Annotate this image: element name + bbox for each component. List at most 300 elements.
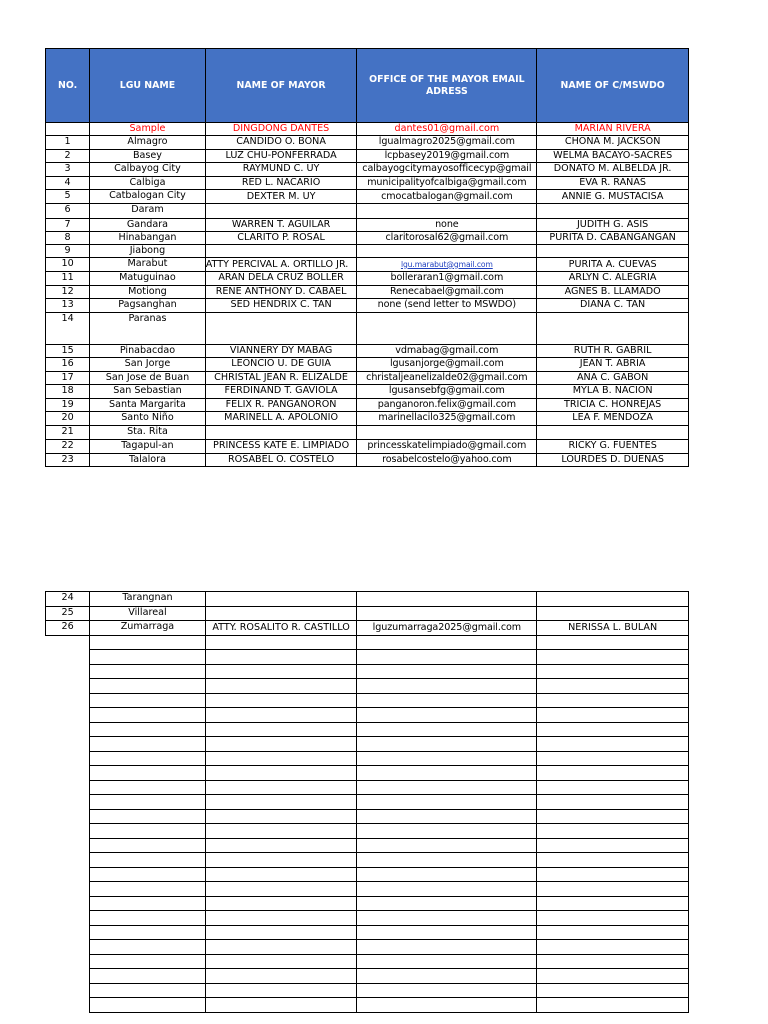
table-row (46, 204, 689, 219)
table-row (46, 258, 689, 272)
blank-cell (205, 679, 357, 694)
header-mswdo-name: NAME OF C/MSWDO (537, 49, 689, 123)
cell-mswdo (537, 245, 689, 258)
cell-lgu: Marabut (90, 258, 206, 272)
cell-no: 15 (46, 344, 90, 358)
blank-cell (205, 867, 357, 882)
blank-cell (537, 751, 689, 766)
blank-row (46, 679, 689, 694)
cell-lgu: Zumarraga (90, 621, 206, 636)
blank-cell (357, 722, 537, 737)
cell-email: lgu.marabut@gmail.com (357, 258, 537, 272)
cell-lgu: Talalora (90, 453, 206, 467)
blank-cell (90, 693, 206, 708)
blank-cell (46, 780, 90, 795)
blank-cell (90, 708, 206, 723)
table-row (46, 358, 689, 372)
blank-cell (537, 940, 689, 955)
table-row (46, 272, 689, 286)
cell-lgu: Motiong (90, 285, 206, 299)
blank-cell (46, 983, 90, 998)
blank-cell (90, 911, 206, 926)
blank-cell (205, 911, 357, 926)
cell-no: 24 (46, 592, 90, 607)
cell-lgu: Almagro (90, 136, 206, 150)
blank-cell (357, 998, 537, 1013)
cell-email: lgualmagro2025@gmail.com (357, 136, 537, 150)
cell-lgu: San Jorge (90, 358, 206, 372)
cell-mswdo: NERISSA L. BULAN (537, 621, 689, 636)
cell-mswdo (537, 606, 689, 621)
blank-cell (357, 925, 537, 940)
blank-cell (90, 824, 206, 839)
blank-cell (90, 809, 206, 824)
table-row (46, 592, 689, 607)
cell-no: 20 (46, 412, 90, 426)
blank-row (46, 911, 689, 926)
blank-row (46, 954, 689, 969)
blank-row (46, 708, 689, 723)
blank-cell (537, 998, 689, 1013)
cell-email: marinellacilo325@gmail.com (357, 412, 537, 426)
blank-cell (205, 940, 357, 955)
blank-cell (357, 983, 537, 998)
table-row (46, 218, 689, 231)
cell-mayor (205, 204, 357, 219)
blank-cell (537, 896, 689, 911)
blank-cell (205, 882, 357, 897)
cell-no: 11 (46, 272, 90, 286)
cell-mswdo: CHONA M. JACKSON (537, 136, 689, 150)
blank-cell (205, 780, 357, 795)
cell-email (357, 592, 537, 607)
blank-cell (46, 664, 90, 679)
blank-cell (537, 737, 689, 752)
cell-email: calbayogcitymayosofficecyp@gmail (357, 163, 537, 177)
cell-lgu: Jiabong (90, 245, 206, 258)
cell-mayor: CANDIDO O. BONA (205, 136, 357, 150)
cell-mayor: DEXTER M. UY (205, 190, 357, 204)
cell-mswdo: JEAN T. ABRIA (537, 358, 689, 372)
header-lgu-name: LGU NAME (90, 49, 206, 123)
blank-cell (357, 679, 537, 694)
blank-cell (90, 722, 206, 737)
blank-cell (537, 809, 689, 824)
cell-no: 2 (46, 149, 90, 163)
blank-cell (205, 969, 357, 984)
blank-cell (357, 693, 537, 708)
blank-cell (90, 780, 206, 795)
cell-lgu: Matuguinao (90, 272, 206, 286)
cell-mayor (205, 425, 357, 440)
blank-row (46, 809, 689, 824)
blank-cell (537, 969, 689, 984)
blank-row (46, 867, 689, 882)
cell-email: lcpbasey2019@gmail.com (357, 149, 537, 163)
cell-mswdo: LEA F. MENDOZA (537, 412, 689, 426)
cell-mswdo: LOURDES D. DUENAS (537, 453, 689, 467)
blank-cell (357, 824, 537, 839)
blank-row (46, 882, 689, 897)
cell-mayor (205, 592, 357, 607)
blank-cell (537, 882, 689, 897)
cell-email: claritorosal62@gmail.com (357, 231, 537, 245)
blank-cell (205, 795, 357, 810)
cell-mayor: PRINCESS KATE E. LIMPIADO (205, 440, 357, 454)
table-row (46, 440, 689, 454)
blank-row (46, 795, 689, 810)
cell-no: 13 (46, 299, 90, 313)
header-row (46, 49, 689, 123)
blank-cell (90, 679, 206, 694)
cell-mswdo: PURITA D. CABANGANGAN (537, 231, 689, 245)
cell-mswdo: MYLA B. NACION (537, 385, 689, 399)
blank-cell (205, 998, 357, 1013)
blank-cell (46, 795, 90, 810)
blank-cell (46, 896, 90, 911)
cell-no: 10 (46, 258, 90, 272)
blank-cell (46, 766, 90, 781)
blank-cell (537, 824, 689, 839)
blank-row (46, 983, 689, 998)
cell-no: 6 (46, 204, 90, 219)
cell-no: 21 (46, 425, 90, 440)
header-no: NO. (46, 49, 90, 123)
blank-cell (205, 635, 357, 650)
blank-cell (46, 998, 90, 1013)
cell-lgu: Paranas (90, 312, 206, 344)
blank-cell (357, 896, 537, 911)
blank-cell (205, 650, 357, 665)
sample-mayor: DINGDONG DANTES (205, 123, 357, 136)
cell-lgu: San Jose de Buan (90, 371, 206, 385)
blank-cell (537, 780, 689, 795)
blank-row (46, 650, 689, 665)
cell-email: panganoron.felix@gmail.com (357, 398, 537, 412)
blank-cell (90, 983, 206, 998)
blank-cell (90, 795, 206, 810)
blank-cell (205, 737, 357, 752)
table-row (46, 621, 689, 636)
blank-cell (46, 969, 90, 984)
table-row (46, 385, 689, 399)
blank-cell (90, 867, 206, 882)
cell-email: bolleraran1@gmail.com (357, 272, 537, 286)
cell-no: 22 (46, 440, 90, 454)
cell-mswdo: AGNES B. LLAMADO (537, 285, 689, 299)
cell-mayor: ROSABEL O. COSTELO (205, 453, 357, 467)
blank-cell (46, 708, 90, 723)
cell-mayor: CHRISTAL JEAN R. ELIZALDE (205, 371, 357, 385)
blank-cell (537, 664, 689, 679)
cell-no: 7 (46, 218, 90, 231)
blank-cell (46, 679, 90, 694)
blank-cell (90, 635, 206, 650)
blank-row (46, 896, 689, 911)
blank-cell (357, 809, 537, 824)
cell-no: 16 (46, 358, 90, 372)
table-row (46, 606, 689, 621)
blank-cell (205, 853, 357, 868)
blank-row (46, 925, 689, 940)
cell-lgu: Gandara (90, 218, 206, 231)
blank-cell (90, 896, 206, 911)
blank-row (46, 751, 689, 766)
blank-cell (46, 650, 90, 665)
sample-email: dantes01@gmail.com (357, 123, 537, 136)
cell-mswdo (537, 312, 689, 344)
blank-row (46, 838, 689, 853)
blank-cell (90, 664, 206, 679)
cell-email: none (send letter to MSWDO) (357, 299, 537, 313)
blank-cell (46, 940, 90, 955)
cell-mayor: CLARITO P. ROSAL (205, 231, 357, 245)
blank-cell (537, 983, 689, 998)
cell-mayor: ATTY. ROSALITO R. CASTILLO (205, 621, 357, 636)
cell-lgu: Basey (90, 149, 206, 163)
blank-cell (46, 911, 90, 926)
cell-lgu: Santa Margarita (90, 398, 206, 412)
table-row (46, 398, 689, 412)
blank-cell (357, 635, 537, 650)
cell-lgu: Daram (90, 204, 206, 219)
cell-no: 23 (46, 453, 90, 467)
cell-lgu: Pinabacdao (90, 344, 206, 358)
sample-no (46, 123, 90, 136)
blank-row (46, 940, 689, 955)
cell-email (357, 606, 537, 621)
blank-cell (205, 983, 357, 998)
cell-mswdo: DIANA C. TAN (537, 299, 689, 313)
cell-lgu: Villareal (90, 606, 206, 621)
blank-cell (205, 896, 357, 911)
cell-mswdo: ARLYN C. ALEGRIA (537, 272, 689, 286)
blank-cell (46, 693, 90, 708)
cell-no: 14 (46, 312, 90, 344)
cell-email: vdmabag@gmail.com (357, 344, 537, 358)
table-row (46, 299, 689, 313)
cell-email: Renecabael@gmail.com (357, 285, 537, 299)
cell-email: lgusansebfg@gmail.com (357, 385, 537, 399)
blank-cell (90, 925, 206, 940)
blank-cell (357, 853, 537, 868)
blank-cell (357, 780, 537, 795)
cell-email (357, 204, 537, 219)
blank-cell (205, 824, 357, 839)
blank-cell (537, 722, 689, 737)
cell-mayor: LUZ CHU-PONFERRADA (205, 149, 357, 163)
cell-lgu: Sta. Rita (90, 425, 206, 440)
blank-cell (537, 708, 689, 723)
blank-cell (90, 998, 206, 1013)
cell-mayor (205, 606, 357, 621)
cell-mayor: RAYMUND C. UY (205, 163, 357, 177)
blank-cell (205, 751, 357, 766)
blank-cell (357, 737, 537, 752)
blank-cell (46, 853, 90, 868)
cell-email (357, 312, 537, 344)
blank-cell (537, 650, 689, 665)
cell-email: lguzumarraga2025@gmail.com (357, 621, 537, 636)
header-mayor-name: NAME OF MAYOR (205, 49, 357, 123)
blank-cell (537, 925, 689, 940)
table-row (46, 312, 689, 344)
cell-mswdo: ANNIE G. MUSTACISA (537, 190, 689, 204)
blank-cell (205, 693, 357, 708)
cell-no: 12 (46, 285, 90, 299)
cell-mswdo: PURITA A. CUEVAS (537, 258, 689, 272)
lgu-directory-table-continued (45, 591, 689, 1013)
cell-lgu: Tarangnan (90, 592, 206, 607)
cell-mswdo: RUTH R. GABRIL (537, 344, 689, 358)
table-row (46, 190, 689, 204)
table-row (46, 285, 689, 299)
blank-cell (537, 853, 689, 868)
blank-cell (46, 824, 90, 839)
blank-cell (90, 940, 206, 955)
blank-row (46, 664, 689, 679)
cell-mayor: ARAN DELA CRUZ BOLLER (205, 272, 357, 286)
table-row (46, 453, 689, 467)
cell-email: lgusanjorge@gmail.com (357, 358, 537, 372)
cell-mayor (205, 245, 357, 258)
blank-cell (537, 838, 689, 853)
blank-cell (46, 925, 90, 940)
cell-email: rosabelcostelo@yahoo.com (357, 453, 537, 467)
blank-cell (357, 795, 537, 810)
table-row (46, 344, 689, 358)
blank-cell (90, 737, 206, 752)
cell-mswdo: JUDITH G. ASIS (537, 218, 689, 231)
blank-cell (537, 693, 689, 708)
cell-mswdo (537, 592, 689, 607)
blank-cell (90, 766, 206, 781)
table-row (46, 412, 689, 426)
cell-email (357, 245, 537, 258)
table-row (46, 149, 689, 163)
cell-mayor: RENE ANTHONY D. CABAEL (205, 285, 357, 299)
blank-row (46, 766, 689, 781)
blank-row (46, 693, 689, 708)
blank-cell (357, 911, 537, 926)
cell-no: 9 (46, 245, 90, 258)
sample-lgu: Sample (90, 123, 206, 136)
cell-mayor: MARINELL A. APOLONIO (205, 412, 357, 426)
blank-cell (90, 969, 206, 984)
blank-cell (537, 679, 689, 694)
cell-lgu: Catbalogan City (90, 190, 206, 204)
cell-mswdo: DONATO M. ALBELDA JR. (537, 163, 689, 177)
blank-cell (90, 838, 206, 853)
blank-cell (90, 650, 206, 665)
cell-mayor: FERDINAND T. GAVIOLA (205, 385, 357, 399)
cell-no: 8 (46, 231, 90, 245)
blank-row (46, 780, 689, 795)
blank-cell (357, 882, 537, 897)
cell-no: 1 (46, 136, 90, 150)
cell-email: municipalityofcalbiga@gmail.com (357, 176, 537, 190)
blank-cell (90, 853, 206, 868)
blank-cell (357, 867, 537, 882)
blank-cell (46, 867, 90, 882)
cell-no: 17 (46, 371, 90, 385)
table-row (46, 136, 689, 150)
blank-cell (357, 954, 537, 969)
blank-cell (205, 722, 357, 737)
blank-cell (90, 954, 206, 969)
blank-cell (46, 809, 90, 824)
cell-lgu: Pagsanghan (90, 299, 206, 313)
cell-mswdo: WELMA BACAYO-SACRES (537, 149, 689, 163)
header-email: OFFICE OF THE MAYOR EMAIL ADRESS (357, 49, 537, 123)
cell-lgu: Tagapul-an (90, 440, 206, 454)
cell-no: 5 (46, 190, 90, 204)
blank-cell (537, 867, 689, 882)
cell-no: 4 (46, 176, 90, 190)
blank-cell (537, 911, 689, 926)
blank-cell (205, 925, 357, 940)
blank-cell (205, 664, 357, 679)
cell-mayor: ATTY PERCIVAL A. ORTILLO JR. (205, 258, 357, 272)
blank-row (46, 998, 689, 1013)
blank-row (46, 722, 689, 737)
cell-no: 3 (46, 163, 90, 177)
blank-row (46, 969, 689, 984)
blank-cell (90, 882, 206, 897)
cell-mayor: LEONCIO U. DE GUIA (205, 358, 357, 372)
sample-row (46, 123, 689, 136)
table-row (46, 176, 689, 190)
blank-cell (537, 766, 689, 781)
cell-mayor: FELIX R. PANGANORON (205, 398, 357, 412)
blank-row (46, 737, 689, 752)
sample-mswdo: MARIAN RIVERA (537, 123, 689, 136)
cell-mayor: SED HENDRIX C. TAN (205, 299, 357, 313)
blank-cell (46, 722, 90, 737)
cell-no: 19 (46, 398, 90, 412)
blank-cell (357, 766, 537, 781)
blank-cell (46, 838, 90, 853)
cell-email: christaljeanelizalde02@gmail.com (357, 371, 537, 385)
cell-mswdo (537, 425, 689, 440)
blank-cell (537, 954, 689, 969)
blank-cell (46, 954, 90, 969)
blank-cell (46, 635, 90, 650)
cell-mayor: WARREN T. AGUILAR (205, 218, 357, 231)
table-row (46, 231, 689, 245)
cell-no: 26 (46, 621, 90, 636)
blank-cell (357, 708, 537, 723)
blank-cell (357, 969, 537, 984)
cell-lgu: Calbiga (90, 176, 206, 190)
blank-cell (357, 838, 537, 853)
cell-mayor (205, 312, 357, 344)
cell-lgu: Calbayog City (90, 163, 206, 177)
cell-no: 18 (46, 385, 90, 399)
cell-lgu: Santo Niño (90, 412, 206, 426)
blank-cell (46, 737, 90, 752)
lgu-directory-table (45, 48, 689, 467)
blank-cell (205, 708, 357, 723)
table-row (46, 371, 689, 385)
blank-cell (205, 954, 357, 969)
blank-row (46, 853, 689, 868)
blank-cell (537, 635, 689, 650)
cell-mswdo: RICKY G. FUENTES (537, 440, 689, 454)
table-row (46, 425, 689, 440)
cell-lgu: San Sebastian (90, 385, 206, 399)
cell-mswdo (537, 204, 689, 219)
